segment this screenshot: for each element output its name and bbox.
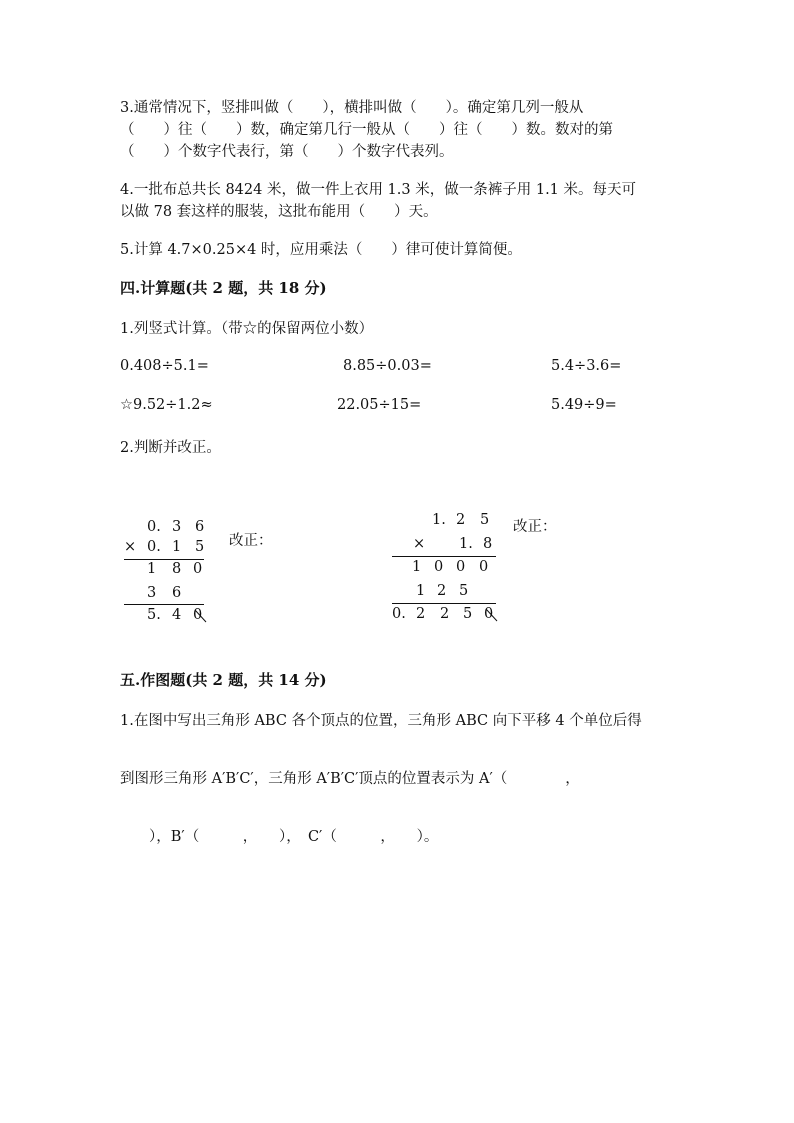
calc1-digit: 1 [172, 539, 182, 555]
section5-title: 五.作图题(共 2 题，共 14 分) [120, 671, 327, 689]
calc2-digit: 2 [437, 583, 447, 599]
section5-line1: 1.在图中写出三角形 ABC 各个顶点的位置，三角形 ABC 向下平移 4 个单位后得 [120, 713, 642, 729]
calc2-correction-label: 改正： [513, 519, 557, 535]
calc2-digit: 5 [480, 512, 490, 528]
calc2-digit: 2 [416, 606, 426, 622]
calc1-digit: 0 [193, 561, 203, 577]
calc1-digit: 1 [147, 561, 157, 577]
problem-1: 0.408÷5.1= [120, 358, 209, 374]
calc2-rule-2 [392, 603, 496, 604]
calc2-digit: 1 [412, 559, 422, 575]
calc2-digit: 2 [440, 606, 450, 622]
q5-line1: 5.计算 4.7×0.25×4 时，应用乘法（ ）律可使计算简便。 [120, 242, 522, 258]
calc1-strike-mark [194, 608, 208, 624]
calc1-digit: 0. [147, 519, 161, 535]
calc1-digit: 5 [195, 539, 205, 555]
q3-line1: 3.通常情况下，竖排叫做（ ），横排叫做（ ）。确定第几列一般从 [120, 100, 584, 116]
calc2-digit: 0 [479, 559, 489, 575]
calc1-rule-1 [124, 559, 204, 560]
calc2-digit: 1 [416, 583, 426, 599]
calc2-times-sign: × [413, 536, 426, 552]
q4-line2: 以做 78 套这样的服装，这批布能用（ ）天。 [120, 204, 438, 220]
calc2-digit: 2 [456, 512, 466, 528]
section5-line3: ），B′（ ， ）， C′（ ， ）。 [120, 829, 439, 845]
q4-line1: 4.一批布总共长 8424 米，做一件上衣用 1.3 米，做一条裤子用 1.1 米。每天可 [120, 182, 637, 198]
calc2-digit: 0. [392, 606, 406, 622]
problem-6: 5.49÷9= [551, 397, 617, 413]
calc2-digit: 0 [434, 559, 444, 575]
calc1-digit: 5. [147, 607, 161, 623]
calc1-rule-2 [124, 604, 204, 605]
section5-line2: 到图形三角形 A′B′C′，三角形 A′B′C′顶点的位置表示为 A′（ ， [120, 771, 580, 787]
calc2-digit: 8 [483, 536, 493, 552]
calc2-rule-1 [392, 556, 496, 557]
calc1-digit: 6 [195, 519, 205, 535]
calc1-digit: 0 [193, 607, 203, 623]
calc1-correction-label: 改正： [229, 533, 273, 549]
calc1-digit: 6 [172, 585, 182, 601]
problem-5: 22.05÷15= [337, 397, 422, 413]
calc1-digit: 8 [172, 561, 182, 577]
calc1-digit: 4 [172, 607, 182, 623]
calc2-digit: 5 [463, 606, 473, 622]
q3-line2: （ ）往（ ）数，确定第几行一般从（ ）往（ ）数。数对的第 [120, 122, 613, 138]
calc1-times-sign: × [124, 539, 137, 555]
calc2-digit: 5 [459, 583, 469, 599]
calc1-digit: 3 [172, 519, 182, 535]
problem-3: 5.4÷3.6= [551, 358, 622, 374]
calc2-strike-mark [485, 607, 499, 623]
q3-line3: （ ）个数字代表行，第（ ）个数字代表列。 [120, 144, 454, 160]
problem-4: ☆9.52÷1.2≈ [120, 397, 213, 413]
problem-2: 8.85÷0.03= [343, 358, 432, 374]
calc2-digit: 1. [432, 512, 446, 528]
calc2-digit: 0 [456, 559, 466, 575]
calc2-digit: 0 [484, 606, 494, 622]
section4-item2: 2.判断并改正。 [120, 440, 221, 456]
calc1-digit: 0. [147, 539, 161, 555]
section4-item1: 1.列竖式计算。（带☆的保留两位小数） [120, 321, 374, 337]
calc1-digit: 3 [147, 585, 157, 601]
section4-title: 四.计算题(共 2 题，共 18 分) [120, 279, 327, 297]
calc2-digit: 1. [459, 536, 473, 552]
